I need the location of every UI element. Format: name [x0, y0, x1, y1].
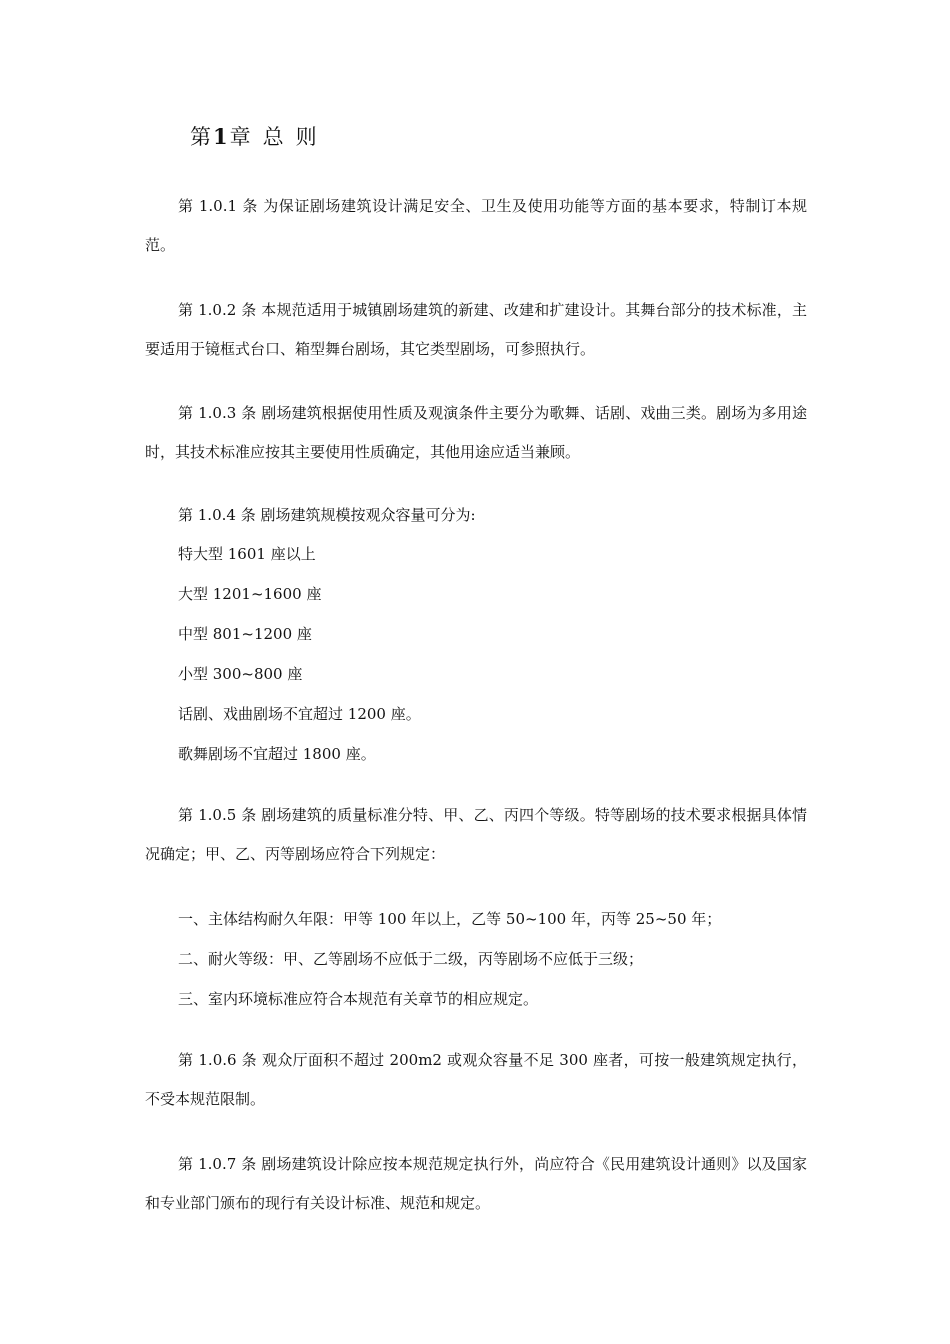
grade-rule-fire-rating: 二、耐火等级：甲、乙等剧场不应低于二级，丙等剧场不应低于三级；: [178, 950, 644, 968]
article-1-0-7: 第 1.0.7 条 剧场建筑设计除应按本规范规定执行外，尚应符合《民用建筑设计通则》以及国家和专业部门颁布的现行有关设计标准、规范和规定。: [145, 1155, 807, 1212]
chapter-word: 章: [229, 125, 253, 149]
chapter-title-part-2: 则: [295, 125, 319, 149]
scale-item-small: 小型 300~800 座: [178, 665, 303, 683]
article-1-0-5: 第 1.0.5 条 剧场建筑的质量标准分特、甲、乙、丙四个等级。特等剧场的技术要求根据具体情况确定；甲、乙、丙等剧场应符合下列规定：: [145, 806, 807, 863]
scale-note-song-dance: 歌舞剧场不宜超过 1800 座。: [178, 745, 376, 763]
scale-item-medium: 中型 801~1200 座: [178, 625, 312, 643]
article-1-0-1: 第 1.0.1 条 为保证剧场建筑设计满足安全、卫生及使用功能等方面的基本要求，特制订本规范。: [145, 197, 807, 254]
chapter-prefix: 第: [190, 125, 213, 149]
article-1-0-4: 第 1.0.4 条 剧场建筑规模按观众容量可分为:: [178, 506, 476, 524]
article-1-0-2: 第 1.0.2 条 本规范适用于城镇剧场建筑的新建、改建和扩建设计。其舞台部分的技术标准，主要适用于镜框式台口、箱型舞台剧场，其它类型剧场，可参照执行。: [145, 301, 807, 358]
chapter-title: [190, 121, 319, 151]
grade-rule-structure: 一、主体结构耐久年限：甲等 100 年以上，乙等 50~100 年，丙等 25~50 年；: [178, 910, 722, 928]
scale-item-large: 大型 1201~1600 座: [178, 585, 322, 603]
scale-note-drama: 话剧、戏曲剧场不宜超过 1200 座。: [178, 705, 421, 723]
scale-item-extra-large: 特大型 1601 座以上: [178, 545, 316, 563]
chapter-number: 1: [213, 124, 230, 149]
chapter-title-part-1: 总: [262, 125, 286, 149]
grade-rule-indoor-environment: 三、室内环境标准应符合本规范有关章节的相应规定。: [178, 990, 539, 1008]
article-1-0-3: 第 1.0.3 条 剧场建筑根据使用性质及观演条件主要分为歌舞、话剧、戏曲三类。剧场为多用途时，其技术标准应按其主要使用性质确定，其他用途应适当兼顾。: [145, 404, 807, 461]
article-1-0-6: 第 1.0.6 条 观众厅面积不超过 200m2 或观众容量不足 300 座者，可按一般建筑规定执行，不受本规范限制。: [145, 1051, 807, 1108]
